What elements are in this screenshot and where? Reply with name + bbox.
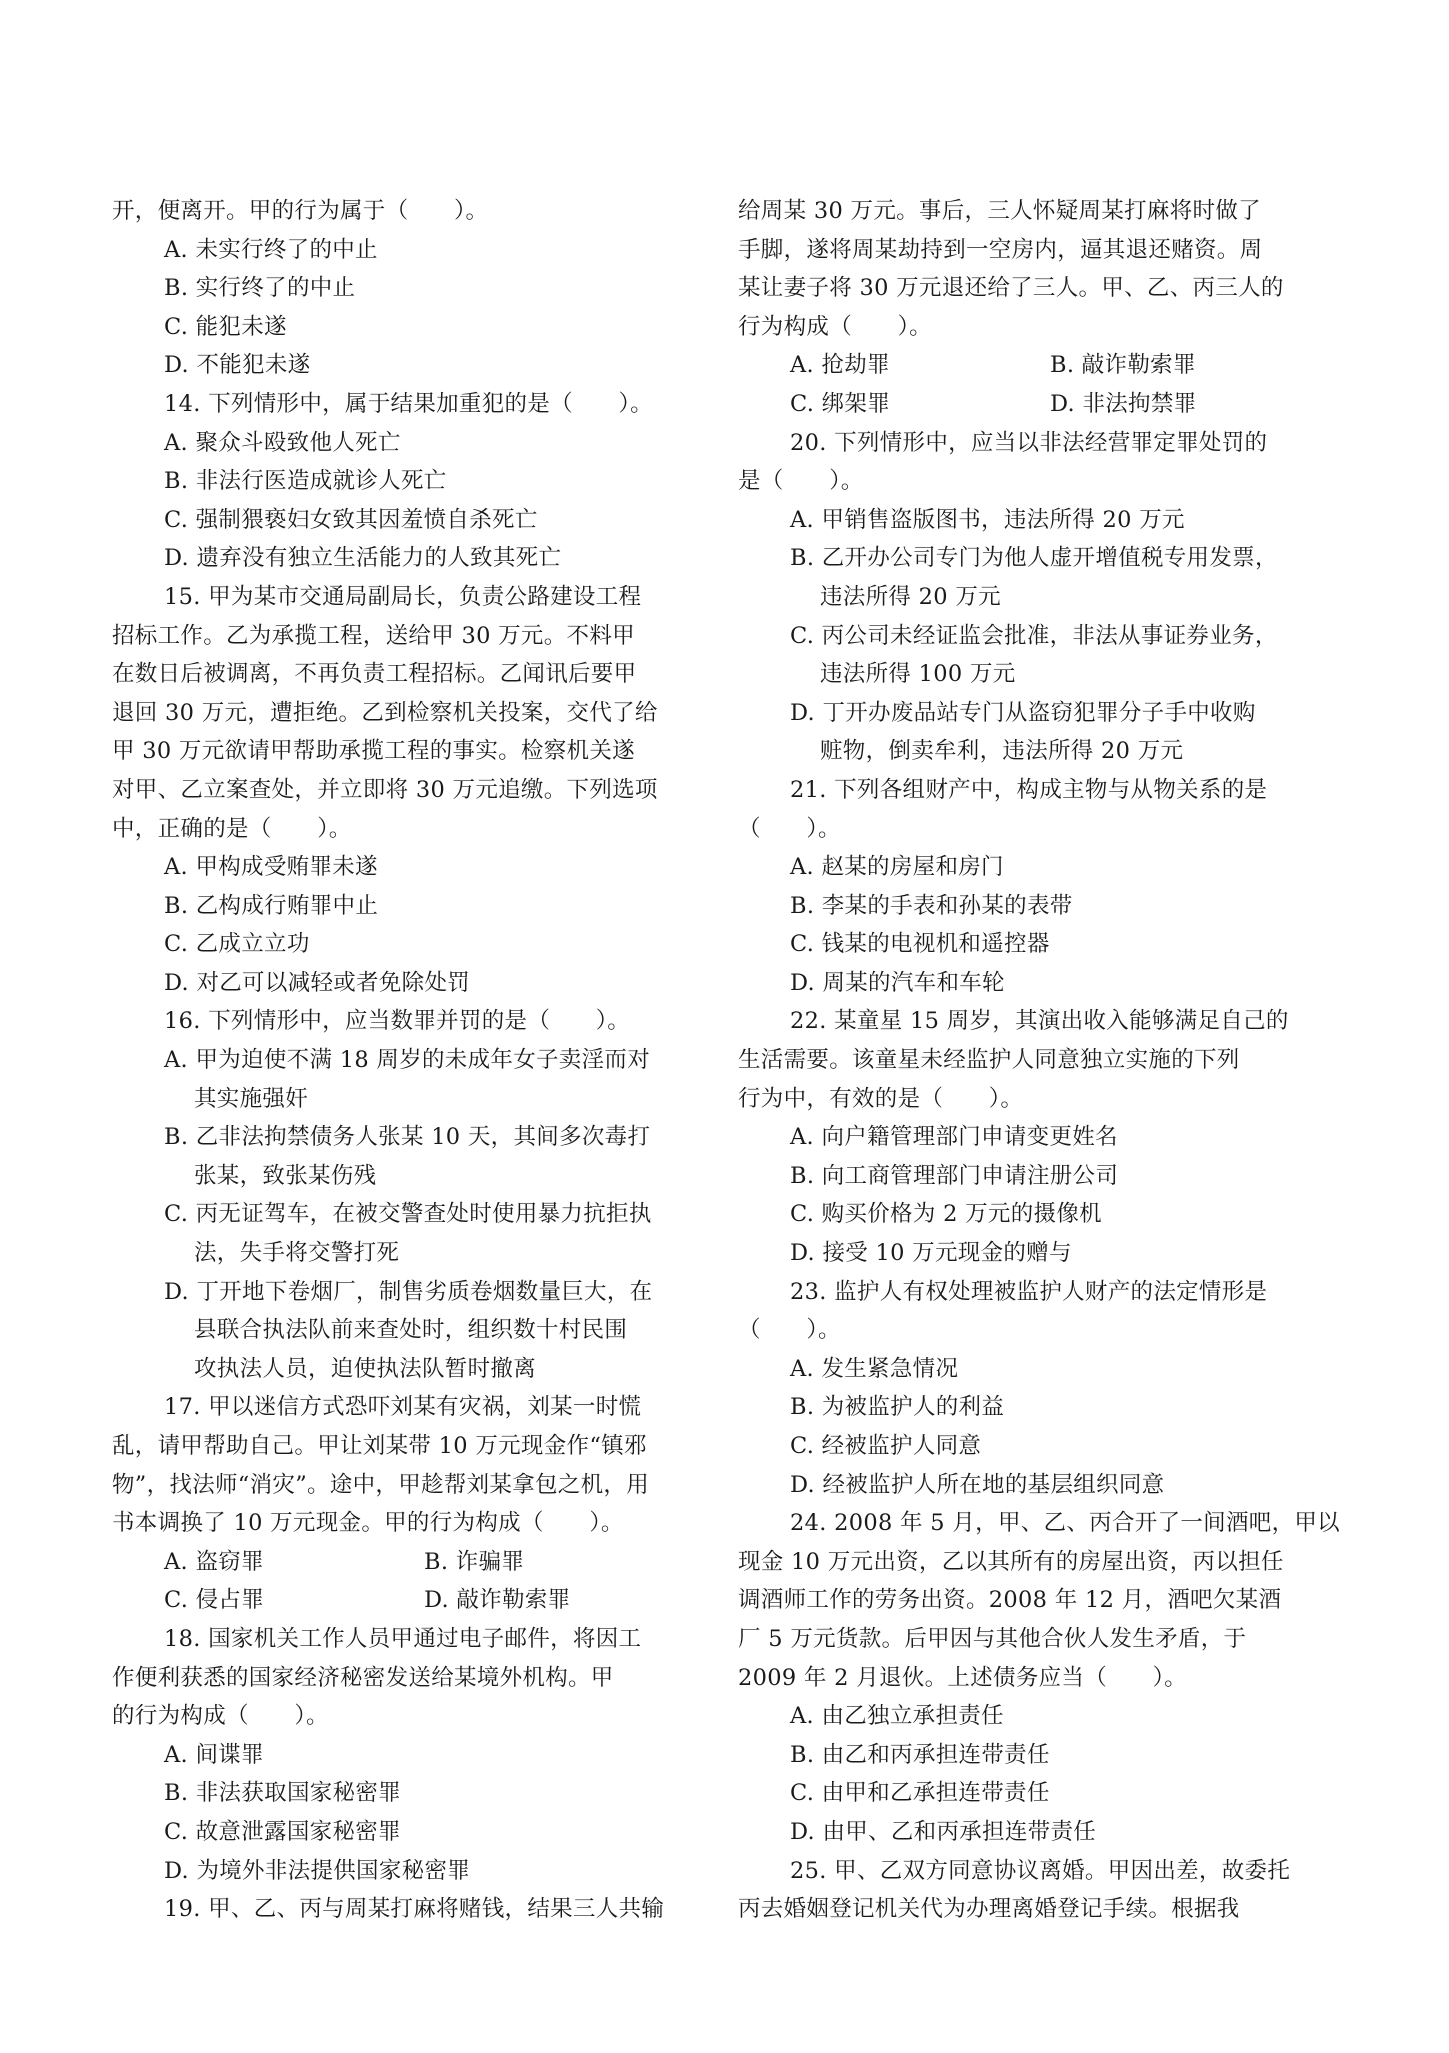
text-line: 行为中，有效的是（ ）。: [738, 1085, 1024, 1112]
text-line: 其实施强奸: [194, 1085, 309, 1112]
left-column: [112, 192, 692, 1929]
option-text: D. 敲诈勒索罪: [424, 1587, 571, 1614]
text-line: 对甲、乙立案查处，并立即将 30 万元追缴。下列选项: [112, 776, 658, 803]
text-line: B. 非法行医造成就诊人死亡: [164, 468, 447, 495]
text-line: C. 乙成立立功: [164, 931, 310, 958]
text-line: 县联合执法队前来查处时，组织数十村民围: [194, 1317, 628, 1344]
option-text: D. 非法拘禁罪: [1050, 390, 1197, 417]
text-line: C. 故意泄露国家秘密罪: [164, 1818, 401, 1845]
text-line: A. 甲销售盗版图书，违法所得 20 万元: [790, 506, 1185, 533]
text-line: 丙去婚姻登记机关代为办理离婚登记手续。根据我: [738, 1896, 1240, 1923]
text-line: B. 向工商管理部门申请注册公司: [790, 1162, 1119, 1189]
text-line: （ ）。: [738, 1317, 841, 1344]
text-line: A. 赵某的房屋和房门: [790, 854, 1004, 881]
text-line: 22. 某童星 15 周岁，其演出收入能够满足自己的: [790, 1008, 1289, 1035]
text-line: 19. 甲、乙、丙与周某打麻将赌钱，结果三人共输: [164, 1896, 665, 1923]
text-line: 15. 甲为某市交通局副局长，负责公路建设工程: [164, 583, 642, 610]
text-line: D. 周某的汽车和车轮: [790, 969, 1005, 996]
text-line: D. 遗弃没有独立生活能力的人致其死亡: [164, 545, 562, 572]
text-line: A. 发生紧急情况: [790, 1355, 959, 1382]
text-line: 违法所得 100 万元: [820, 661, 1016, 688]
text-line: （ ）。: [738, 815, 841, 842]
text-line: D. 丁开办废品站专门从盗窃犯罪分子手中收购: [790, 699, 1256, 726]
text-line: 物”，找法师“消灾”。途中，甲趁帮刘某拿包之机，用: [112, 1471, 650, 1498]
text-line: D. 经被监护人所在地的基层组织同意: [790, 1471, 1165, 1498]
text-line: 14. 下列情形中，属于结果加重犯的是（ ）。: [164, 390, 653, 417]
text-line: 给周某 30 万元。事后，三人怀疑周某打麻将时做了: [738, 198, 1261, 224]
option-text: C. 侵占罪: [164, 1587, 265, 1614]
text-line: B. 由乙和丙承担连带责任: [790, 1741, 1050, 1768]
option-text: A. 抢劫罪: [790, 352, 890, 379]
option-text: A. 盗窃罪: [164, 1548, 264, 1575]
text-line: B. 乙构成行贿罪中止: [164, 892, 379, 919]
text-line: 开，便离开。甲的行为属于（ ）。: [112, 198, 489, 224]
text-line: C. 强制猥亵妇女致其因羞愤自杀死亡: [164, 506, 538, 533]
text-line: 18. 国家机关工作人员甲通过电子邮件，将因工: [164, 1625, 642, 1652]
text-line: A. 由乙独立承担责任: [790, 1703, 1004, 1730]
text-line: B. 实行终了的中止: [164, 275, 356, 302]
text-line: 是（ ）。: [738, 468, 864, 495]
text-line: C. 丙无证驾车，在被交警查处时使用暴力抗拒执: [164, 1201, 652, 1228]
text-line: C. 由甲和乙承担连带责任: [790, 1780, 1050, 1807]
text-line: 21. 下列各组财产中，构成主物与从物关系的是: [790, 776, 1268, 803]
text-line: D. 为境外非法提供国家秘密罪: [164, 1857, 471, 1884]
option-pair: [738, 346, 1318, 385]
text-line: 乱，请甲帮助自己。甲让刘某带 10 万元现金作“镇邪: [112, 1433, 647, 1459]
option-pair: [738, 385, 1318, 424]
text-line: 退回 30 万元，遭拒绝。乙到检察机关投案，交代了给: [112, 699, 658, 726]
text-line: 25. 甲、乙双方同意协议离婚。甲因出差，故委托: [790, 1857, 1291, 1884]
text-line: A. 间谍罪: [164, 1741, 264, 1768]
option-text: B. 诈骗罪: [424, 1548, 525, 1575]
text-line: B. 乙非法拘禁债务人张某 10 天，其间多次毒打: [164, 1124, 651, 1151]
text-line: B. 李某的手表和孙某的表带: [790, 892, 1073, 919]
text-line: 24. 2008 年 5 月，甲、乙、丙合开了一间酒吧，甲以: [790, 1510, 1340, 1537]
text-line: D. 丁开地下卷烟厂，制售劣质卷烟数量巨大，在: [164, 1278, 653, 1305]
text-line: C. 丙公司未经证监会批准，非法从事证券业务，: [790, 622, 1278, 649]
text-line: 招标工作。乙为承揽工程，送给甲 30 万元。不料甲: [112, 622, 635, 649]
text-line: 行为构成（ ）。: [738, 313, 932, 340]
text-line: 生活需要。该童星未经监护人同意独立实施的下列: [738, 1047, 1240, 1074]
text-line: A. 聚众斗殴致他人死亡: [164, 429, 401, 456]
text-line: 某让妻子将 30 万元退还给了三人。甲、乙、丙三人的: [738, 275, 1284, 302]
text-line: 张某，致张某伤残: [194, 1162, 377, 1189]
text-line: 手脚，遂将周某劫持到一空房内，逼其退还赌资。周: [738, 236, 1263, 263]
text-line: D. 由甲、乙和丙承担连带责任: [790, 1818, 1097, 1845]
option-text: C. 绑架罪: [790, 390, 891, 417]
text-line: A. 甲为迫使不满 18 周岁的未成年女子卖淫而对: [164, 1047, 650, 1074]
text-line: D. 不能犯未遂: [164, 352, 311, 379]
text-line: 中，正确的是（ ）。: [112, 815, 352, 842]
text-line: A. 甲构成受贿罪未遂: [164, 854, 378, 881]
text-line: 甲 30 万元欲请甲帮助承揽工程的事实。检察机关遂: [112, 738, 635, 765]
text-line: 现金 10 万元出资，乙以其所有的房屋出资，丙以担任: [738, 1548, 1284, 1575]
text-line: 2009 年 2 月退伙。上述债务应当（ ）。: [738, 1664, 1187, 1691]
text-line: B. 乙开办公司专门为他人虚开增值税专用发票，: [790, 545, 1278, 572]
text-line: 16. 下列情形中，应当数罪并罚的是（ ）。: [164, 1008, 631, 1035]
option-pair: [112, 1581, 692, 1620]
text-line: A. 未实行终了的中止: [164, 236, 378, 263]
text-line: 调酒师工作的劳务出资。2008 年 12 月，酒吧欠某酒: [738, 1587, 1282, 1614]
text-line: 攻执法人员，迫使执法队暂时撤离: [194, 1355, 537, 1382]
text-line: 17. 甲以迷信方式恐吓刘某有灾祸，刘某一时慌: [164, 1394, 642, 1421]
text-line: C. 经被监护人同意: [790, 1433, 982, 1459]
text-line: 书本调换了 10 万元现金。甲的行为构成（ ）。: [112, 1510, 624, 1537]
option-pair: [112, 1543, 692, 1582]
text-line: 作便利获悉的国家经济秘密发送给某境外机构。甲: [112, 1664, 614, 1691]
text-line: 厂 5 万元货款。后甲因与其他合伙人发生矛盾，于: [738, 1625, 1247, 1652]
text-line: 违法所得 20 万元: [820, 583, 1001, 610]
text-line: 赃物，倒卖牟利，违法所得 20 万元: [820, 738, 1184, 765]
text-line: D. 接受 10 万元现金的赠与: [790, 1240, 1072, 1267]
text-line: B. 非法获取国家秘密罪: [164, 1780, 401, 1807]
text-line: 在数日后被调离，不再负责工程招标。乙闻讯后要甲: [112, 661, 637, 688]
text-line: C. 钱某的电视机和遥控器: [790, 931, 1050, 958]
text-line: 的行为构成（ ）。: [112, 1703, 329, 1730]
text-line: C. 购买价格为 2 万元的摄像机: [790, 1201, 1102, 1228]
right-column: [738, 192, 1340, 1929]
text-line: C. 能犯未遂: [164, 313, 287, 340]
text-line: D. 对乙可以减轻或者免除处罚: [164, 969, 471, 996]
text-line: A. 向户籍管理部门申请变更姓名: [790, 1124, 1118, 1151]
text-line: 法，失手将交警打死: [194, 1240, 400, 1267]
text-line: B. 为被监护人的利益: [790, 1394, 1005, 1421]
text-line: 23. 监护人有权处理被监护人财产的法定情形是: [790, 1278, 1268, 1305]
text-line: 20. 下列情形中，应当以非法经营罪定罪处罚的: [790, 429, 1268, 456]
option-text: B. 敲诈勒索罪: [1050, 352, 1196, 379]
